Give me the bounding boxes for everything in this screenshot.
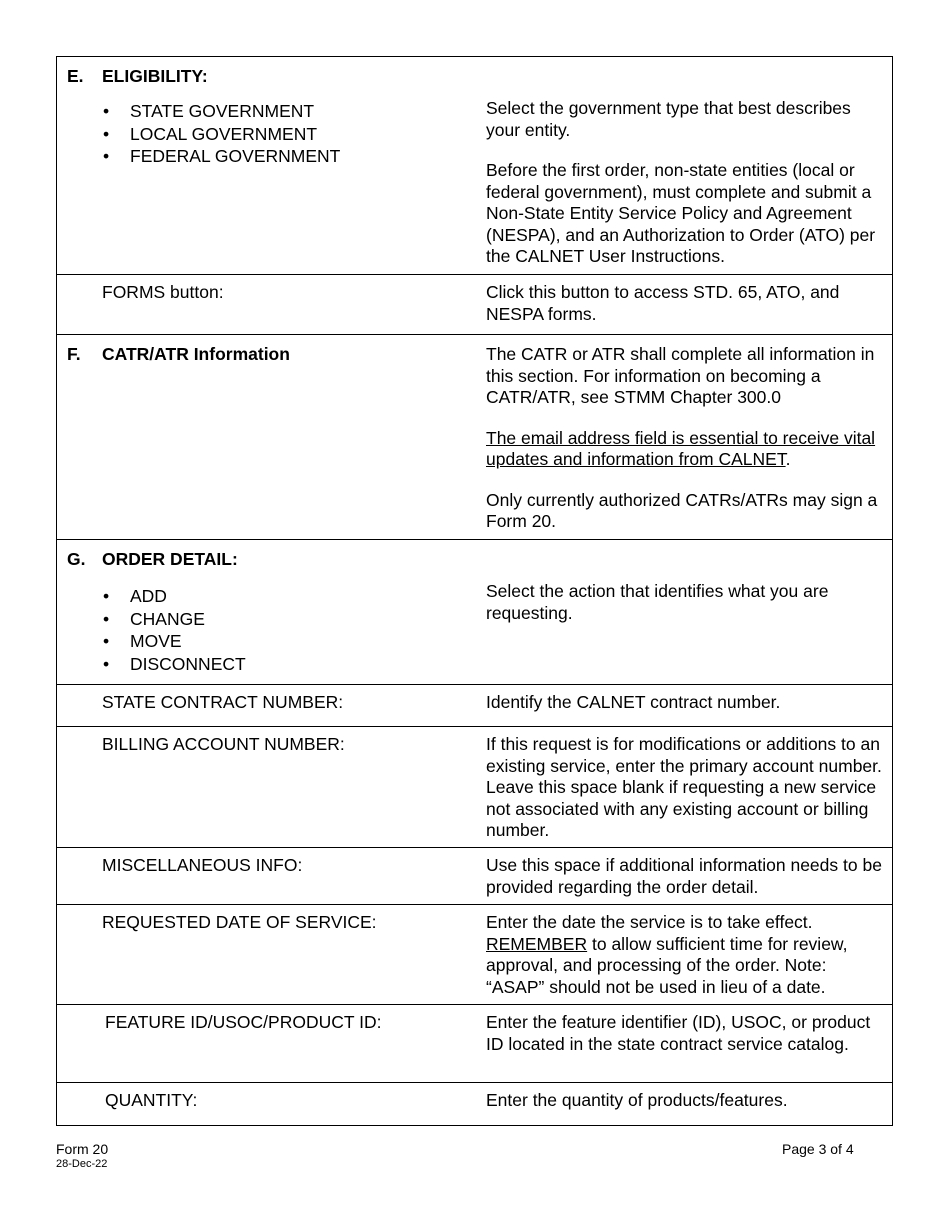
row-quantity <box>57 1083 892 1125</box>
description-paragraph: The email address field is essential to receive vital updates and information from CALNET. <box>486 427 876 469</box>
description-paragraph: Only currently authorized CATRs/ATRs may sign a Form 20. <box>486 489 878 531</box>
section-letter: F. <box>67 344 81 364</box>
row-forms-button <box>57 275 892 335</box>
field-label: FORMS button: <box>102 282 224 302</box>
section-letter: G. <box>67 549 86 569</box>
row-description: Select the action that identifies what you are requesting. <box>486 581 829 623</box>
row-description: Use this space if additional information needs to be provided regarding the order detail. <box>486 855 882 897</box>
list-item: • DISCONNECT <box>102 653 246 676</box>
section-title: CATR/ATR Information <box>102 344 290 364</box>
row-feature-id <box>57 1005 892 1083</box>
email-notice: The email address field is essential to receive vital updates and information from CALNET <box>486 427 876 469</box>
list-item: • FEDERAL GOVERNMENT <box>102 145 340 168</box>
remember-emphasis: REMEMBER <box>486 933 588 954</box>
row-state-contract-number <box>57 685 892 727</box>
description-paragraph: Before the first order, non-state entities (local or federal government), must complete and submit a Non-State Entity Service Policy and Agreement (NESPA), and an Authorization to Order (ATO) per the CALNET User Instructions. <box>486 160 876 266</box>
row-description: Click this button to access STD. 65, ATO, and NESPA forms. <box>486 282 840 324</box>
field-label: QUANTITY: <box>105 1090 198 1110</box>
section-title: ORDER DETAIL: <box>102 549 238 569</box>
row-billing-account-number <box>57 727 892 848</box>
field-label: BILLING ACCOUNT NUMBER: <box>102 734 345 754</box>
description-paragraph: The CATR or ATR shall complete all information in this section. For information on becoming a CATR/ATR, see STMM Chapter 300.0 <box>486 344 875 407</box>
row-description <box>486 98 888 268</box>
row-description: Enter the quantity of products/features. <box>486 1090 788 1110</box>
row-eligibility <box>57 57 892 275</box>
list-item: • MOVE <box>102 630 246 653</box>
field-label: REQUESTED DATE OF SERVICE: <box>102 912 377 932</box>
row-order-detail <box>57 540 892 685</box>
field-label: FEATURE ID/USOC/PRODUCT ID: <box>105 1012 382 1032</box>
order-options <box>102 585 246 675</box>
footer-page-number: Page 3 of 4 <box>782 1141 854 1157</box>
field-label: MISCELLANEOUS INFO: <box>102 855 303 875</box>
list-item: • CHANGE <box>102 608 246 631</box>
row-description: Enter the feature identifier (ID), USOC, or product ID located in the state contract service catalog. <box>486 1012 871 1054</box>
field-label: STATE CONTRACT NUMBER: <box>102 692 344 712</box>
row-description: Identify the CALNET contract number. <box>486 692 781 712</box>
eligibility-options <box>102 100 340 168</box>
list-item: • LOCAL GOVERNMENT <box>102 123 340 146</box>
footer-revision-date: 28-Dec-22 <box>56 1158 108 1170</box>
list-item: • ADD <box>102 585 246 608</box>
section-title: ELIGIBILITY: <box>102 66 208 86</box>
section-letter: E. <box>67 66 84 86</box>
description-paragraph: Select the government type that best describes your entity. <box>486 98 851 140</box>
row-description: Enter the date the service is to take effect. REMEMBER to allow sufficient time for review, approval, and processing of the order. Note: “ASAP” should not be used in lieu of a date. <box>486 912 848 997</box>
row-description: If this request is for modifications or additions to an existing service, enter the primary account number. Leave this space blank if requesting a new service not associated with any existing account or billing number. <box>486 734 882 840</box>
row-description <box>486 344 888 533</box>
instructions-table <box>56 56 893 1126</box>
list-item: • STATE GOVERNMENT <box>102 100 340 123</box>
row-requested-date-of-service <box>57 905 892 1005</box>
row-miscellaneous-info <box>57 848 892 905</box>
footer-form-name: Form 20 <box>56 1141 109 1157</box>
row-catr-atr <box>57 335 892 540</box>
